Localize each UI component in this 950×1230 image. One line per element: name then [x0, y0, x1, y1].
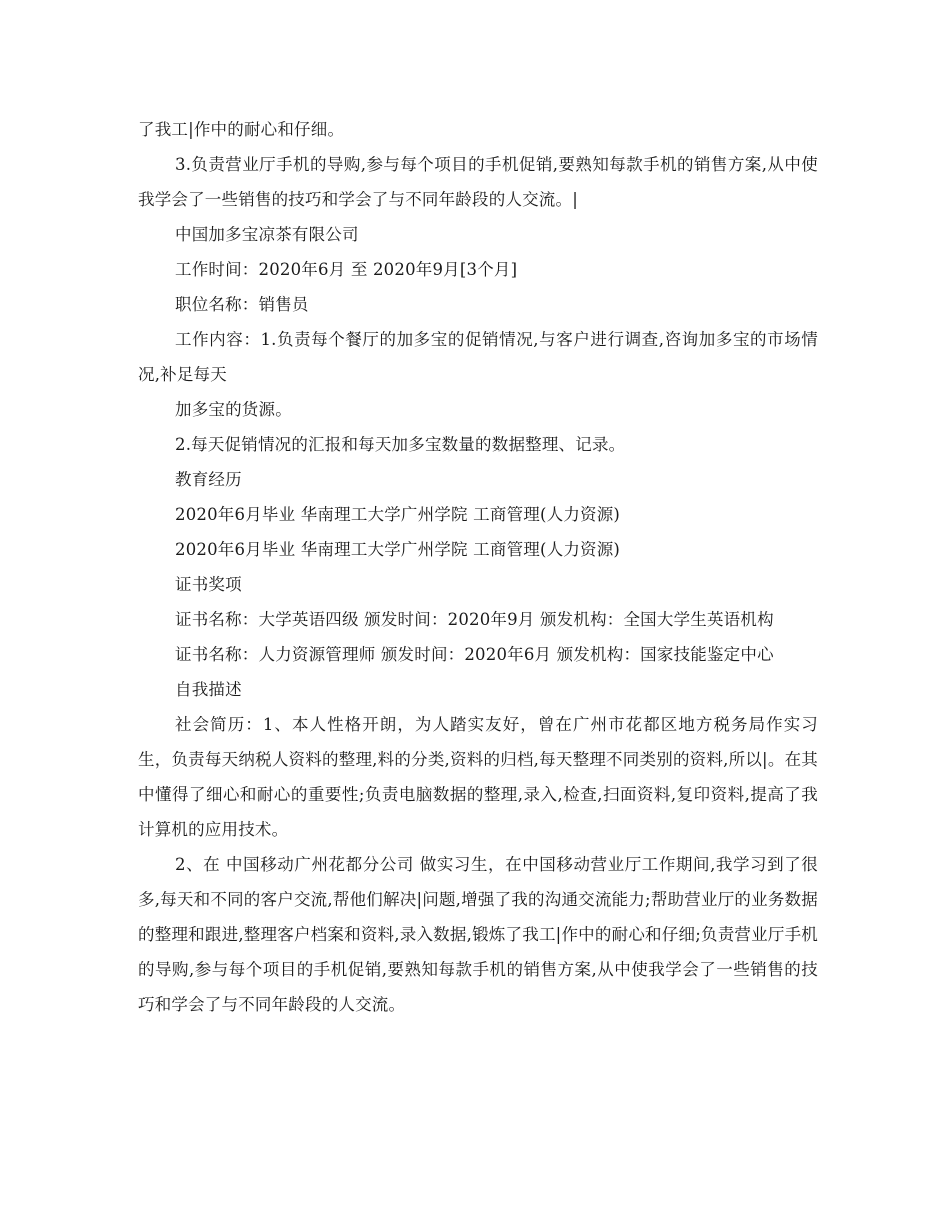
- document-body: [138, 112, 818, 1022]
- section-heading-self-description: 自我描述: [175, 680, 242, 699]
- job-content: 工作内容：1.负责每个餐厅的加多宝的促销情况,与客户进行调查,咨询加多宝的市场情况,补足每天: [138, 330, 818, 384]
- company-name: 中国加多宝凉茶有限公司: [175, 225, 359, 244]
- section-heading-education: 教育经历: [175, 470, 242, 489]
- self-description-paragraph: 社会简历：1、本人性格开朗，为人踏实友好，曾在广州市花都区地方税务局作实习生，负责每天纳税人资料的整理,料的分类,资料的归档,每天整理不同类别的资料,所以|。在其中懂得了细心和耐心的重要性;负责电脑数据的整理,录入,检查,扫面资料,复印资料,提高了我计算机的应用技术。: [138, 715, 818, 839]
- education-entry: 2020年6月毕业 华南理工大学广州学院 工商管理(人力资源): [175, 540, 621, 559]
- education-entry: 2020年6月毕业 华南理工大学广州学院 工商管理(人力资源): [175, 505, 621, 524]
- section-heading-certificates: 证书奖项: [175, 575, 242, 594]
- certificate-entry: 证书名称：大学英语四级 颁发时间：2020年9月 颁发机构：全国大学生英语机构: [175, 610, 774, 629]
- work-period: 工作时间：2020年6月 至 2020年9月[3个月]: [175, 260, 518, 279]
- job-content-continued: 加多宝的货源。: [175, 400, 292, 419]
- job-title: 职位名称：销售员: [175, 295, 309, 314]
- paragraph-1: 了我工|作中的耐心和仔细。: [138, 120, 345, 139]
- job-content-item-2: 2.每天促销情况的汇报和每天加多宝数量的数据整理、记录。: [175, 435, 626, 454]
- self-description-paragraph: 2、在 中国移动广州花都分公司 做实习生，在中国移动营业厅工作期间,我学习到了很多,每天和不同的客户交流,帮他们解决|问题,增强了我的沟通交流能力;帮助营业厅的业务数据的整理和跟进,整理客户档案和资料,录入数据,锻炼了我工|作中的耐心和仔细;负责营业厅手机的导购,参与每个项目的手机促销,要熟知每款手机的销售方案,从中使我学会了一些销售的技巧和学会了与不同年龄段的人交流。: [138, 855, 818, 1014]
- certificate-entry: 证书名称：人力资源管理师 颁发时间：2020年6月 颁发机构：国家技能鉴定中心: [175, 645, 774, 664]
- paragraph-2: 3.负责营业厅手机的导购,参与每个项目的手机促销,要熟知每款手机的销售方案,从中使我学会了一些销售的技巧和学会了与不同年龄段的人交流。|: [138, 155, 818, 209]
